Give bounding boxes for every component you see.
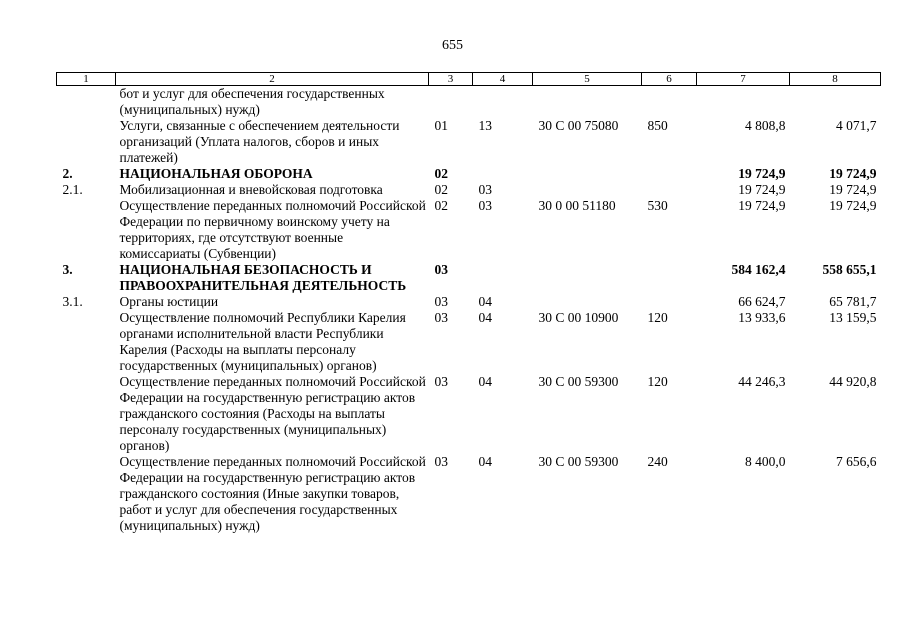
row-number [57, 198, 116, 262]
row-amount-year2: 7 656,6 [836, 454, 877, 469]
row-section-code: 03 [434, 454, 448, 469]
row-section-code: 01 [434, 118, 448, 133]
row-expense-type-code: 850 [647, 118, 668, 133]
row-section-code: 02 [434, 182, 448, 197]
budget-table [56, 72, 881, 534]
row-number: 2.1. [62, 182, 83, 197]
row-subsection-code: 04 [478, 294, 492, 309]
row-amount-year2: 44 920,8 [829, 374, 877, 389]
row-target-code: 30 0 00 51180 [538, 198, 616, 213]
row-section-code: 03 [434, 374, 448, 389]
row-name: Осуществление переданных полномочий Российской Федерации на государственную регистрацию актов гражданского состояния (Иные закупки товаров, работ и услуг для обеспечения государственных (муниципальных) нужд) [119, 454, 426, 533]
row-expense-type-code [642, 294, 697, 310]
row-expense-type-code: 240 [647, 454, 668, 469]
column-header-6: 6 [642, 73, 697, 86]
row-target-code [533, 262, 642, 294]
row-number [57, 86, 116, 119]
row-amount-year1: 13 933,6 [738, 310, 786, 325]
row-number [57, 118, 116, 166]
row-number: 3. [62, 262, 73, 277]
row-name: НАЦИОНАЛЬНАЯ БЕЗОПАСНОСТЬ И ПРАВООХРАНИТЕЛЬНАЯ ДЕЯТЕЛЬНОСТЬ [119, 262, 407, 293]
row-number [57, 374, 116, 454]
column-header-7: 7 [697, 73, 790, 86]
row-target-code: 30 С 00 10900 [538, 310, 619, 325]
column-header-4: 4 [473, 73, 533, 86]
table-row [57, 294, 881, 310]
row-name: Мобилизационная и вневойсковая подготовка [119, 182, 383, 197]
row-number: 2. [62, 166, 73, 181]
row-amount-year1: 584 162,4 [731, 262, 786, 277]
row-name: Услуги, связанные с обеспечением деятельности организаций (Уплата налогов, сборов и иных платежей) [119, 118, 400, 165]
table-row [57, 374, 881, 454]
row-section-code [429, 86, 473, 119]
row-amount-year2: 13 159,5 [829, 310, 877, 325]
row-target-code [533, 294, 642, 310]
row-number: 3.1. [62, 294, 83, 309]
column-header-5: 5 [533, 73, 642, 86]
page-number: 655 [442, 38, 463, 53]
row-expense-type-code [642, 86, 697, 119]
row-expense-type-code [642, 182, 697, 198]
row-section-code: 02 [434, 166, 448, 181]
row-subsection-code: 04 [478, 374, 492, 389]
table-row [57, 198, 881, 262]
row-subsection-code [473, 86, 533, 119]
row-target-code [533, 86, 642, 119]
row-amount-year1 [697, 86, 790, 119]
row-expense-type-code [642, 166, 697, 182]
row-section-code: 03 [434, 310, 448, 325]
row-target-code: 30 С 00 75080 [538, 118, 619, 133]
row-target-code: 30 С 00 59300 [538, 454, 619, 469]
row-target-code: 30 С 00 59300 [538, 374, 619, 389]
row-expense-type-code [642, 262, 697, 294]
row-section-code: 03 [434, 262, 448, 277]
row-subsection-code [473, 166, 533, 182]
row-subsection-code: 04 [478, 310, 492, 325]
row-amount-year2: 558 655,1 [822, 262, 877, 277]
table-row [57, 166, 881, 182]
row-expense-type-code: 120 [647, 374, 668, 389]
row-name: Органы юстиции [119, 294, 219, 309]
row-target-code [533, 182, 642, 198]
row-amount-year2: 19 724,9 [829, 182, 877, 197]
row-amount-year2 [790, 86, 881, 119]
row-subsection-code: 03 [478, 198, 492, 213]
row-name: Осуществление переданных полномочий Российской Федерации на государственную регистрацию актов гражданского состояния (Расходы на выплаты персоналу государственных (муниципальных) органов) [119, 374, 426, 453]
table-header [57, 73, 881, 86]
row-amount-year1: 8 400,0 [745, 454, 786, 469]
row-subsection-code: 04 [478, 454, 492, 469]
row-amount-year2: 65 781,7 [829, 294, 877, 309]
row-section-code: 03 [434, 294, 448, 309]
column-header-2: 2 [116, 73, 429, 86]
row-name: Осуществление полномочий Республики Карелия органами исполнительной власти Республики Карелия (Расходы на выплаты персоналу государственных (муниципальных) органов) [119, 310, 406, 373]
table-body [57, 86, 881, 535]
column-header-8: 8 [790, 73, 881, 86]
row-amount-year2: 19 724,9 [829, 198, 877, 213]
row-amount-year1: 19 724,9 [738, 198, 786, 213]
row-expense-type-code: 120 [647, 310, 668, 325]
row-number [57, 310, 116, 374]
row-amount-year1: 19 724,9 [738, 166, 786, 181]
table-row [57, 454, 881, 534]
row-amount-year1: 19 724,9 [738, 182, 786, 197]
table-row [57, 118, 881, 166]
row-name: Осуществление переданных полномочий Российской Федерации по первичному воинскому учету на территориях, где отсутствуют военные комиссариаты (Субвенции) [119, 198, 426, 261]
row-amount-year1: 44 246,3 [738, 374, 786, 389]
table-row [57, 182, 881, 198]
row-expense-type-code: 530 [647, 198, 668, 213]
row-amount-year2: 19 724,9 [829, 166, 877, 181]
header-row [57, 73, 881, 86]
table-row [57, 262, 881, 294]
table-row [57, 86, 881, 119]
row-subsection-code: 13 [478, 118, 492, 133]
table-row [57, 310, 881, 374]
row-subsection-code: 03 [478, 182, 492, 197]
row-amount-year1: 4 808,8 [745, 118, 786, 133]
row-name: бот и услуг для обеспечения государственных (муниципальных) нужд) [119, 86, 385, 117]
column-header-3: 3 [429, 73, 473, 86]
row-subsection-code [473, 262, 533, 294]
row-amount-year1: 66 624,7 [738, 294, 786, 309]
row-name: НАЦИОНАЛЬНАЯ ОБОРОНА [119, 166, 313, 181]
row-section-code: 02 [434, 198, 448, 213]
row-amount-year2: 4 071,7 [836, 118, 877, 133]
row-target-code [533, 166, 642, 182]
column-header-1: 1 [57, 73, 116, 86]
row-number [57, 454, 116, 534]
